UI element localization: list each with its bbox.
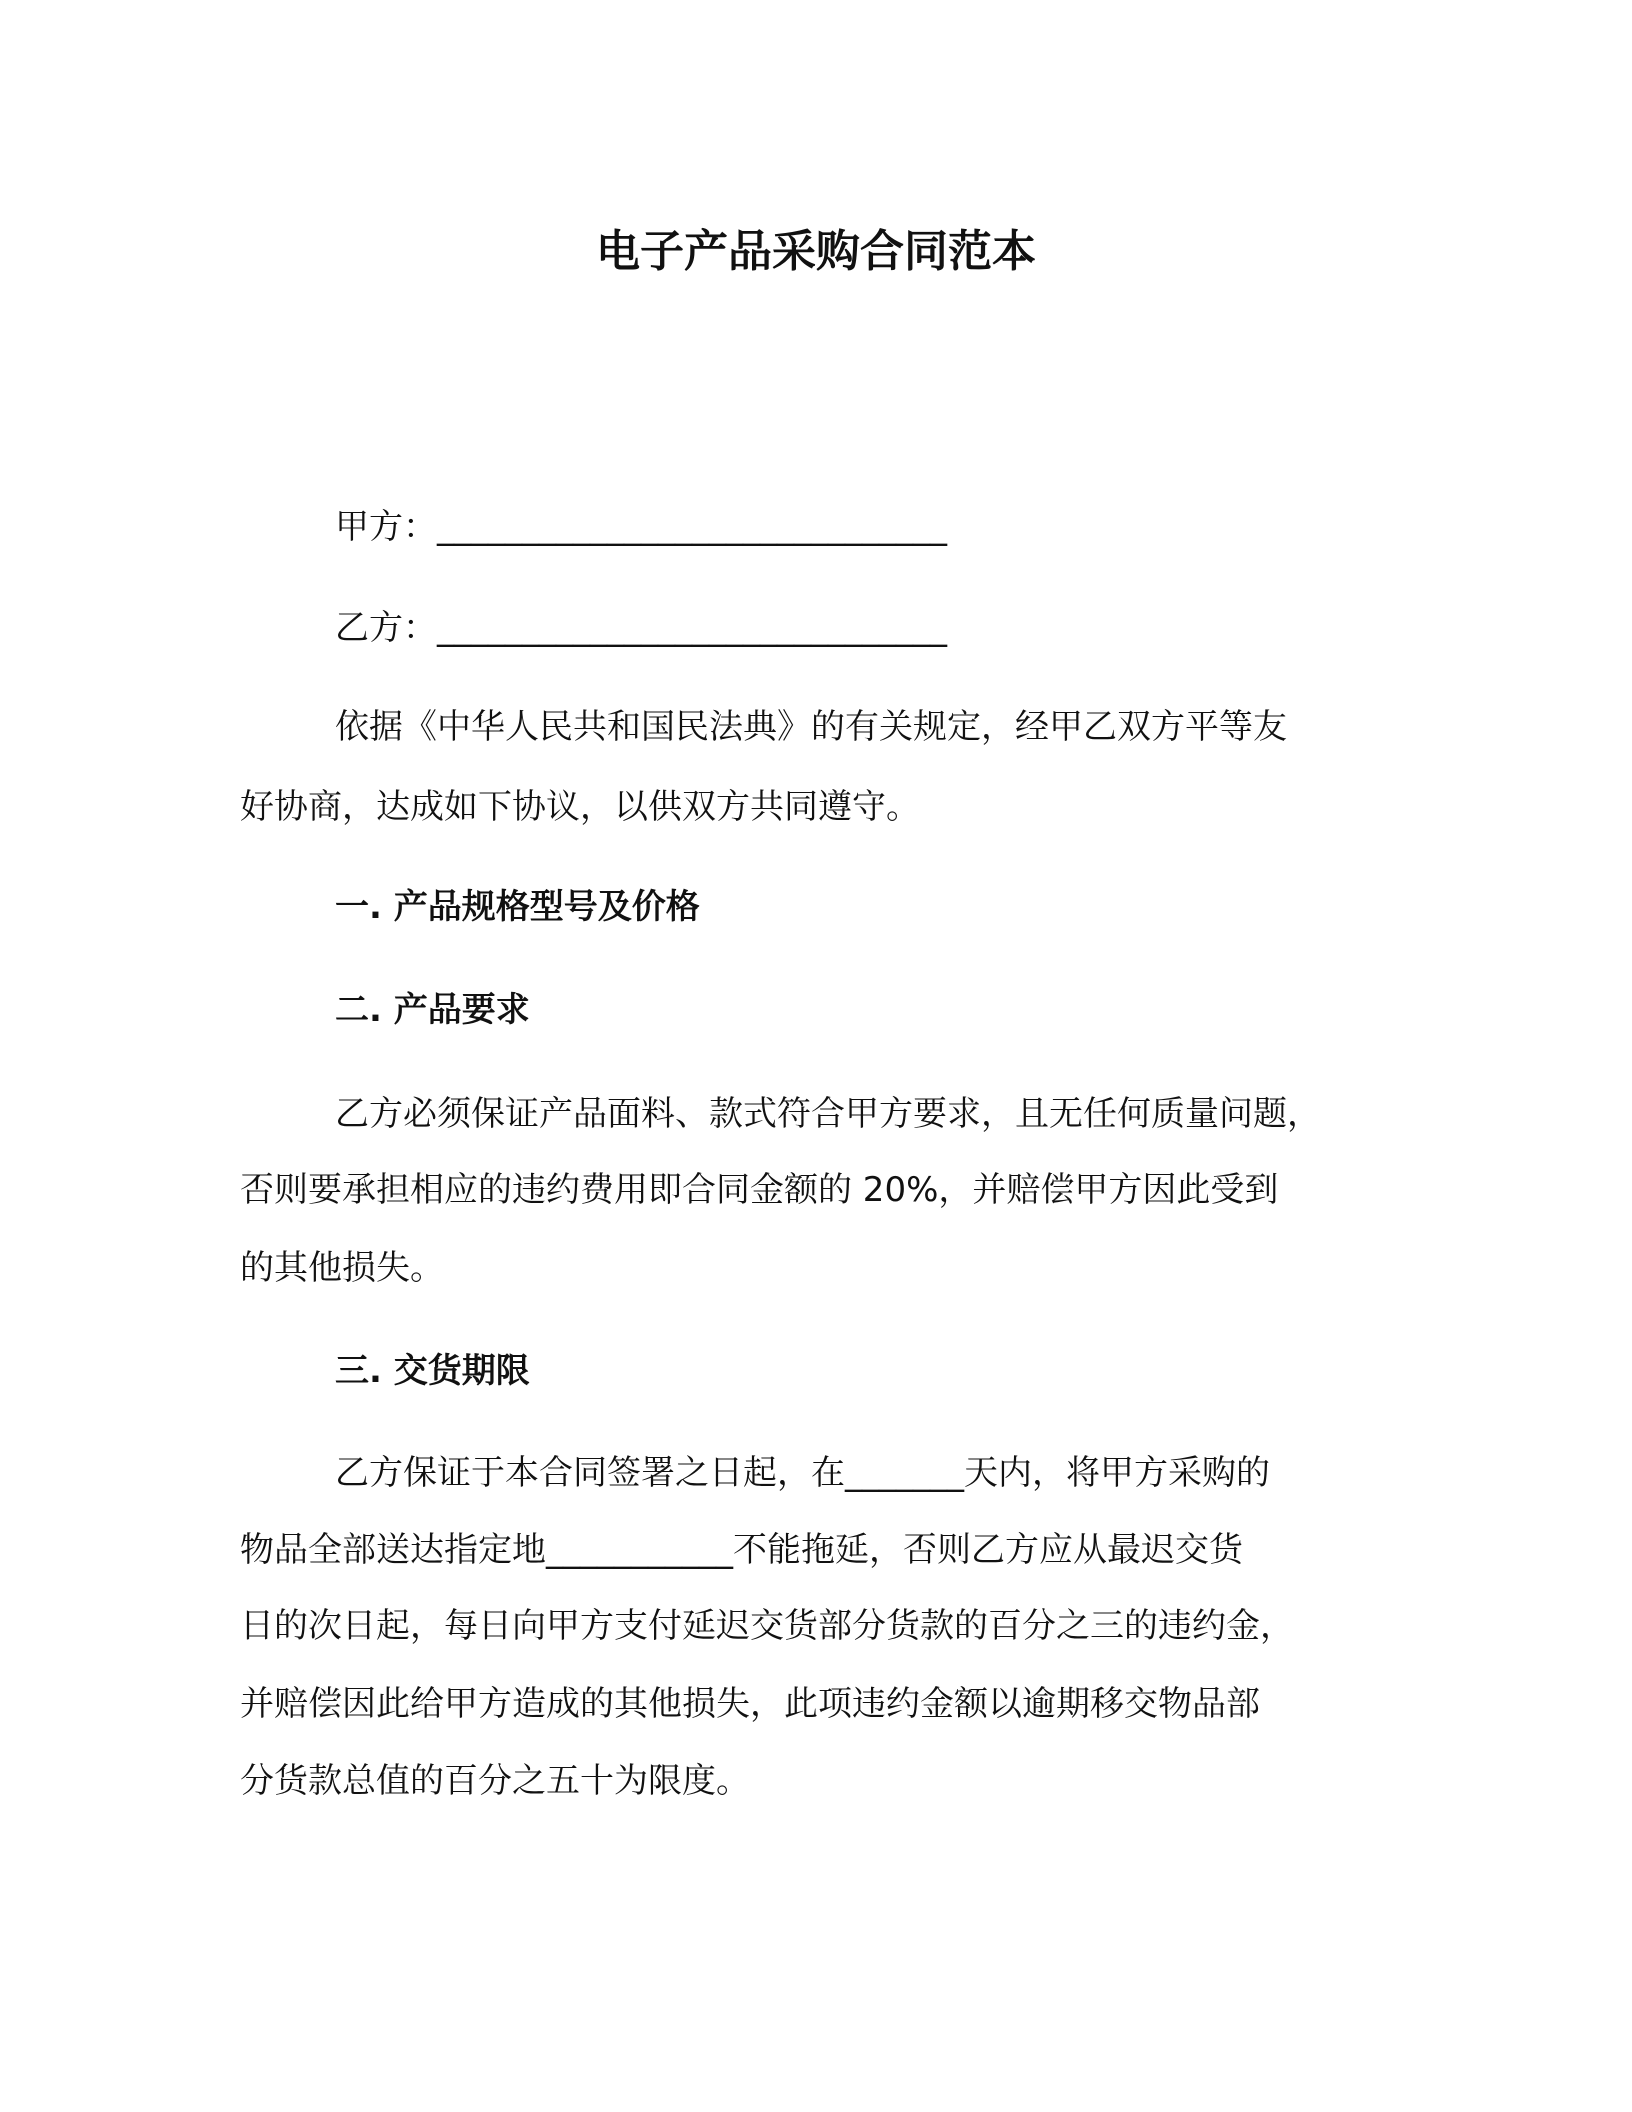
section-3-line-1: 乙方保证于本合同签署之日起，在_______天内，将甲方采购的 <box>335 1453 1270 1493</box>
party-b-blank: ______________________________ <box>437 608 947 648</box>
section-2-line-1: 乙方必须保证产品面料、款式符合甲方要求，且无任何质量问题， <box>335 1094 1321 1134</box>
section-3-line-2: 物品全部送达指定地___________不能拖延，否则乙方应从最迟交货 <box>240 1530 1243 1570</box>
intro-line-1: 依据《中华人民共和国民法典》的有关规定，经甲乙双方平等友 <box>335 707 1287 747</box>
section-3-line-4: 并赔偿因此给甲方造成的其他损失，此项违约金额以逾期移交物品部 <box>240 1684 1260 1724</box>
section-3-line-3: 日的次日起，每日向甲方支付延迟交货部分货款的百分之三的违约金， <box>240 1606 1294 1646</box>
party-a-label: 甲方： <box>335 507 437 547</box>
party-a-line <box>335 502 947 552</box>
party-b-label: 乙方： <box>335 608 437 648</box>
section-2-line-2: 否则要承担相应的违约费用即合同金额的 20%，并赔偿甲方因此受到 <box>240 1170 1279 1210</box>
section-3-heading: 三. 交货期限 <box>335 1351 530 1391</box>
section-1-heading: 一. 产品规格型号及价格 <box>335 887 700 927</box>
intro-line-2: 好协商，达成如下协议，以供双方共同遵守。 <box>240 787 920 827</box>
section-2-heading: 二. 产品要求 <box>335 990 530 1030</box>
document-title: 电子产品采购合同范本 <box>596 226 1036 277</box>
section-3-line-5: 分货款总值的百分之五十为限度。 <box>240 1761 750 1801</box>
section-2-line-3: 的其他损失。 <box>240 1248 444 1288</box>
party-a-blank: ______________________________ <box>437 507 947 547</box>
party-b-line <box>335 603 947 653</box>
